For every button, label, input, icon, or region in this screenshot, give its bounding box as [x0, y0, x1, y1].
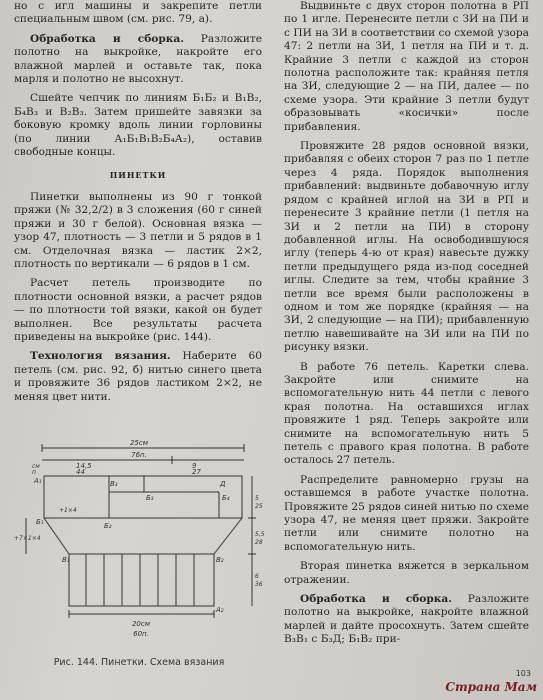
width-2-stitches: 27: [192, 468, 201, 476]
page-number: 103: [515, 669, 531, 678]
increase-label: +1×4: [59, 507, 77, 514]
left-paragraph-5: [14, 350, 262, 404]
bottom-width-label: 20см: [131, 620, 151, 628]
width-1-stitches: 44: [76, 468, 85, 476]
point-d: Д: [220, 480, 226, 488]
point-b2: Б₂: [104, 522, 112, 530]
point-b4: Б₄: [222, 494, 230, 502]
right-paragraph-3: Распределите равномерно грузы на оставшемся в работе участке полотна. Провяжите 25 рядов синей нитью по схеме узора 47, не меняя цвет пряжи. Закройте петли или снимите полотно на вспомогательную нить.: [284, 473, 529, 553]
bottom-width-stitches: 60п.: [133, 630, 149, 638]
knitting-diagram: [14, 436, 264, 656]
top-width-stitches: 76п.: [131, 451, 147, 459]
point-b1: Б₁: [36, 518, 44, 526]
site-watermark: Страна Мам: [445, 680, 537, 694]
point-a2: А₂: [216, 606, 224, 614]
height-3-cm: 5: [255, 495, 259, 502]
height-2-rows: 36: [255, 581, 263, 588]
height-1-cm: 5,5: [255, 531, 264, 538]
left-paragraph-4: Расчет петель производите по плотности основной вязки, а расчет рядов — по плотности той вязки, какой он будет выполнен. Все результаты расчета приведены на выкройке (рис. 144).: [14, 277, 262, 343]
increase-label-left: +7×1×4: [14, 535, 41, 542]
height-1-rows: 28: [255, 539, 263, 546]
assembly-heading-2: Обработка и сборка.: [300, 593, 452, 606]
pattern-drawing: [14, 436, 264, 656]
height-3-rows: 25: [255, 503, 263, 510]
right-paragraph-1: Провяжите 28 рядов основной вязки, прибавляя с обеих сторон 7 раз по 1 петле через 4 ряда. Порядок выполнения прибавлений: выдвиньте добавочную иглу рядом с крайней иглой на ЗИ в РП и перенесите 3 крайние петли (1 петля на ЗИ и 2 петли на ПИ) в сторону добавленной иглы. На освободившуюся иглу (теперь 4-ю от края) навесьте дужку петли предыдущего ряда из-под соседней иглы. Следите за тем, чтобы крайние 3 петли все время были расположены в одном и том же порядке (крайняя — на ЗИ, 2 следующие — на ПИ); прибавленную петлю навешивайте на ЗИ или на ПИ по рисунку вязки.: [284, 140, 529, 354]
left-column: [14, 0, 262, 404]
point-v1: В₁: [62, 556, 70, 564]
stitch-unit: п: [32, 469, 36, 476]
right-paragraph-5: [284, 593, 529, 647]
width-1-cm: 14,5: [76, 462, 92, 470]
right-paragraph-2: В работе 76 петель. Каретки слева. Закройте или снимите на вспомогательную нить 44 петли с левого края полотна. На оставшихся иглах провяжите 1 ряд. Теперь закройте или снимите на вспомогательную нить 5 петель с правого края полотна. В работе осталось 27 петель.: [284, 360, 529, 467]
assembly-text-2: Разложите полотно на выкройке, накройте влажной марлей и дайте просохнуть. Затем сшейте В₃В₁ с Б₃Д; Б₁В₂ при-: [284, 593, 530, 646]
width-2-cm: 9: [192, 462, 197, 470]
technology-text: Наберите 60 петель (см. рис. 92, б) нитью синего цвета и провяжите 36 рядов ластиком 2×2, не меняя цвет нити.: [14, 350, 262, 403]
figure-caption: Рис. 144. Пинетки. Схема вязания: [53, 657, 225, 668]
left-paragraph-0: но с игл машины и закрепите петли специальным швом (см. рис. 79, а).: [14, 0, 262, 26]
point-v3: В₃: [110, 480, 118, 488]
left-paragraph-2: Сшейте чепчик по линиям Б₁Б₂ и В₁В₂, Б₄В₃ и В₂В₃. Затем пришейте завязки за боковую кромку вдоль линии горловины (по линии А₁Б₁В₁В₂Б₄А₂), оставив свободные концы.: [14, 92, 262, 159]
right-paragraph-0: Выдвиньте с двух сторон полотна в РП по 1 игле. Перенесите петли с ЗИ на ПИ и с ПИ на ЗИ в соответствии со схемой узора 47: 2 петли на ЗИ, 1 петля на ПИ и т. д. Крайние 3 петли с каждой из сторон полотна расположите так: крайняя петля на ЗИ, следующие 2 — на ПИ, далее — по схеме узора. Эти крайние 3 петли будут образовывать «косички» после прибавления.: [284, 0, 529, 133]
right-paragraph-4: Вторая пинетка вяжется в зеркальном отражении.: [284, 560, 529, 586]
left-paragraph-1: [14, 33, 262, 87]
assembly-heading: Обработка и сборка.: [30, 32, 184, 45]
top-width-label: 25см: [129, 439, 149, 447]
right-column: [284, 0, 529, 647]
left-paragraph-3: Пинетки выполнены из 90 г тонкой пряжи (№ 32,2/2) в 3 сложения (60 г синей пряжи и 30 г белой). Основная вязка — узор 47, плотность — 3 петли и 5 рядов в 1 см. Отделочная вязка — ластик 2×2, плотность по вертикали — 6 рядов в 1 см.: [14, 190, 262, 270]
section-heading: ПИНЕТКИ: [109, 170, 167, 181]
point-b3: Б₃: [146, 494, 154, 502]
assembly-text: Разложите полотно на выкройке, накройте его влажной марлей и оставьте так, пока марля и полотно не высохнут.: [14, 32, 263, 86]
technology-heading: Технология вязания.: [30, 350, 171, 363]
point-a1: А₁: [34, 477, 42, 485]
height-2-cm: 6: [255, 573, 259, 580]
point-v2: В₂: [216, 556, 224, 564]
cm-unit: см: [32, 463, 40, 470]
